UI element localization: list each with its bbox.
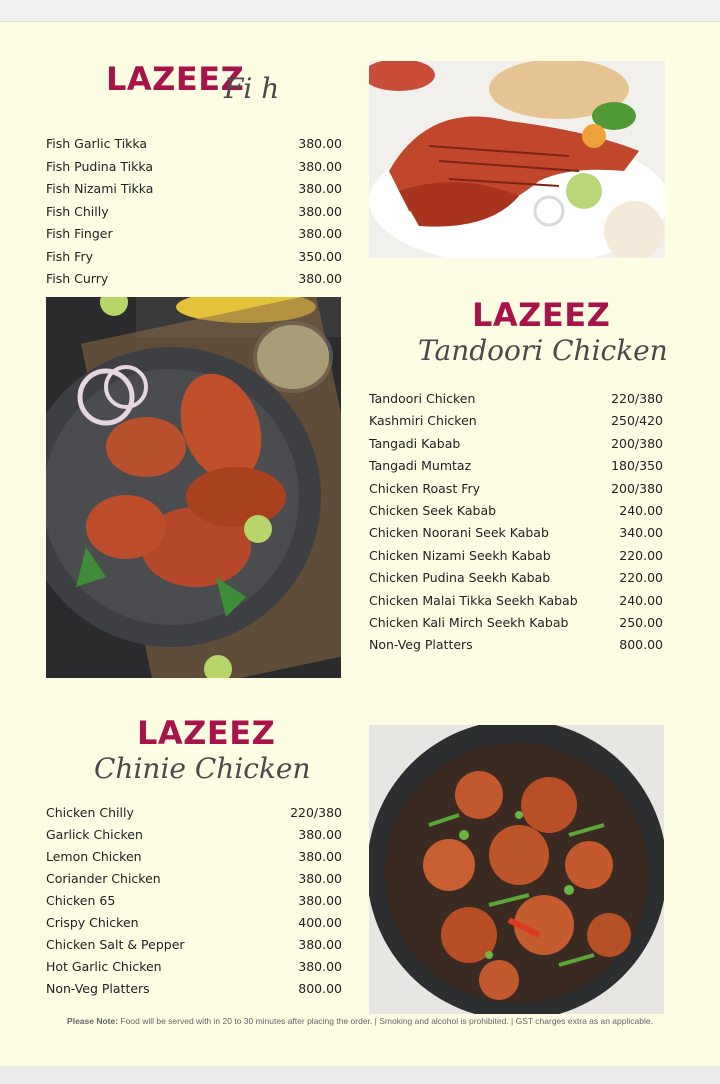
tandoori-menu <box>369 391 663 660</box>
menu-item-name: Garlick Chicken <box>46 827 143 842</box>
menu-item-name: Hot Garlic Chicken <box>46 959 162 974</box>
menu-item-name: Chicken Malai Tikka Seekh Kabab <box>369 592 578 608</box>
menu-item-name: Chicken Salt & Pepper <box>46 937 185 952</box>
menu-item-price: 380.00 <box>298 271 342 286</box>
menu-item-row <box>46 849 342 871</box>
menu-item-name: Fish Curry <box>46 271 109 286</box>
menu-item-row <box>369 637 663 659</box>
footer-note <box>0 1016 720 1026</box>
menu-item-row <box>369 436 663 458</box>
menu-item-row <box>46 827 342 849</box>
footer-note-label: Please Note: <box>67 1016 119 1026</box>
menu-item-price: 380.00 <box>298 871 342 886</box>
menu-item-name: Chicken Seek Kabab <box>369 502 497 518</box>
menu-item-row <box>369 570 663 592</box>
menu-item-name: Crispy Chicken <box>46 915 139 930</box>
menu-item-row <box>369 458 663 480</box>
menu-item-name: Fish Pudina Tikka <box>46 158 154 174</box>
menu-item-name: Fish Nizami Tikka <box>46 181 154 196</box>
menu-item-row <box>46 226 342 249</box>
menu-item-row <box>46 871 342 893</box>
menu-item-price: 220.00 <box>619 570 663 586</box>
menu-item-name: Chicken Noorani Seek Kabab <box>369 525 549 541</box>
menu-item-name: Kashmiri Chicken <box>369 413 477 429</box>
menu-item-price: 380.00 <box>298 226 342 241</box>
menu-item-name: Chicken Pudina Seekh Kabab <box>369 570 551 586</box>
chinese-brand: LAZEEZ <box>137 714 276 752</box>
menu-item-price: 380.00 <box>298 827 342 842</box>
menu-item-price: 380.00 <box>298 203 342 219</box>
tandoori-title: Tandoori Chicken <box>418 334 668 367</box>
menu-item-price: 380.00 <box>298 136 342 151</box>
menu-item-price: 340.00 <box>619 525 663 541</box>
menu-item-name: Chicken Chilly <box>46 805 134 820</box>
fish-photo <box>369 61 665 258</box>
menu-item-row <box>46 136 342 159</box>
menu-item-price: 200/380 <box>611 480 663 496</box>
menu-item-row <box>46 981 342 1003</box>
menu-item-name: Lemon Chicken <box>46 849 142 864</box>
menu-item-row <box>46 249 342 272</box>
menu-item-price: 220/380 <box>611 391 663 406</box>
menu-item-name: Chicken Roast Fry <box>369 480 481 496</box>
chinese-photo <box>369 725 664 1014</box>
menu-item-price: 380.00 <box>298 181 342 196</box>
menu-item-price: 220.00 <box>619 547 663 563</box>
top-bar <box>0 0 720 22</box>
menu-item-name: Tangadi Kabab <box>369 435 461 451</box>
menu-item-row <box>46 181 342 204</box>
menu-item-row <box>369 413 663 435</box>
menu-item-price: 250.00 <box>619 614 663 630</box>
menu-item-name: Chicken Kali Mirch Seekh Kabab <box>369 614 569 630</box>
menu-item-name: Coriander Chicken <box>46 871 161 886</box>
menu-item-price: 380.00 <box>298 849 342 864</box>
menu-item-name: Tandoori Chicken <box>369 391 476 406</box>
footer-note-text: Food will be served with in 20 to 30 minutes after placing the order. | Smoking and alcohol is prohibited. | GST charges extra as an applicable. <box>120 1016 653 1026</box>
menu-item-name: Fish Garlic Tikka <box>46 136 148 151</box>
menu-item-name: Fish Fry <box>46 248 93 264</box>
menu-item-row <box>369 391 663 413</box>
menu-item-row <box>46 915 342 937</box>
tandoori-photo <box>46 297 341 678</box>
menu-item-price: 380.00 <box>298 158 342 174</box>
menu-item-row <box>46 159 342 182</box>
menu-item-row <box>369 525 663 547</box>
menu-item-price: 180/350 <box>611 458 663 474</box>
menu-item-price: 350.00 <box>298 248 342 264</box>
menu-item-name: Non-Veg Platters <box>46 981 150 996</box>
menu-item-price: 380.00 <box>298 893 342 908</box>
menu-item-row <box>46 805 342 827</box>
menu-item-row <box>369 615 663 637</box>
menu-item-row <box>46 937 342 959</box>
menu-item-row <box>369 593 663 615</box>
menu-item-name: Chicken Nizami Seekh Kabab <box>369 547 551 563</box>
menu-item-row <box>46 204 342 227</box>
menu-item-price: 200/380 <box>611 435 663 451</box>
tandoori-brand: LAZEEZ <box>472 296 611 334</box>
menu-item-name: Non-Veg Platters <box>369 637 473 653</box>
menu-item-name: Fish Chilly <box>46 203 109 219</box>
menu-item-name: Tangadi Mumtaz <box>369 458 472 474</box>
bottom-bar <box>0 1066 720 1084</box>
menu-item-row <box>46 893 342 915</box>
menu-item-row <box>369 548 663 570</box>
menu-item-row <box>369 503 663 525</box>
menu-item-name: Fish Finger <box>46 226 113 241</box>
menu-item-row <box>46 271 342 294</box>
chinese-menu <box>46 805 342 1003</box>
menu-item-price: 800.00 <box>619 637 663 653</box>
menu-item-price: 240.00 <box>619 502 663 518</box>
menu-item-name: Chicken 65 <box>46 893 116 908</box>
fish-title: Fi h <box>224 72 280 105</box>
menu-item-price: 240.00 <box>619 592 663 608</box>
fish-menu <box>46 136 342 294</box>
menu-item-price: 400.00 <box>298 915 342 930</box>
menu-item-price: 380.00 <box>298 937 342 952</box>
menu-item-price: 800.00 <box>298 981 342 996</box>
menu-item-price: 220/380 <box>290 805 342 820</box>
menu-item-row <box>46 959 342 981</box>
fish-brand: LAZEEZ <box>106 60 245 98</box>
menu-item-price: 250/420 <box>611 413 663 429</box>
menu-item-price: 380.00 <box>298 959 342 974</box>
chinese-title: Chinie Chicken <box>94 752 311 785</box>
menu-item-row <box>369 481 663 503</box>
